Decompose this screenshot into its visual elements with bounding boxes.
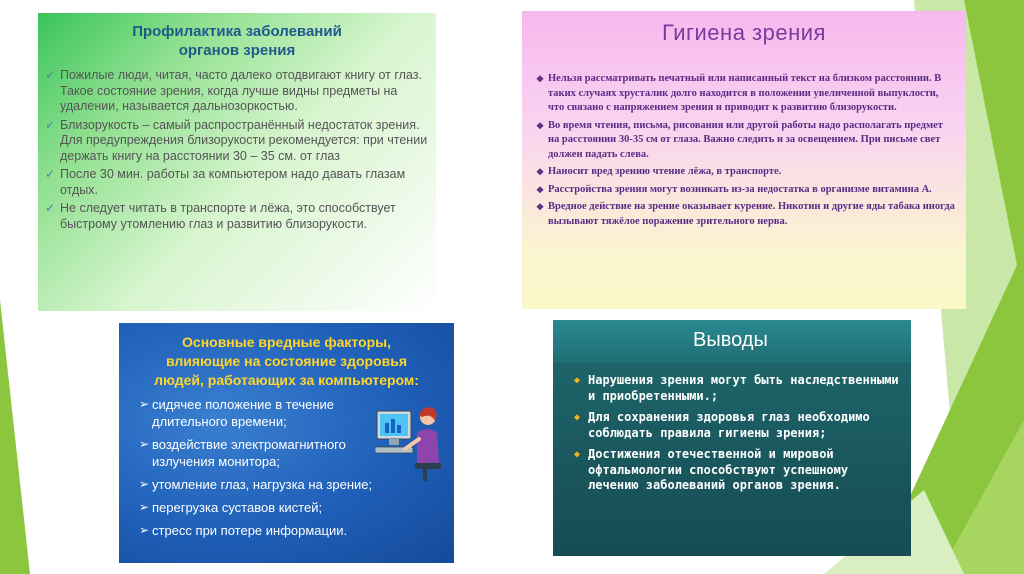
conclusions-list bbox=[553, 373, 911, 494]
list-item: ➢ утомление глаз, нагрузка на зрение; bbox=[139, 477, 373, 492]
arrow-bullet-icon: ➢ bbox=[139, 477, 150, 491]
list-item: ❖ Расстройства зрения могут возникать из-за недостатка в организме витамина А. bbox=[548, 183, 956, 198]
round-bullet-icon: ◆ bbox=[574, 449, 581, 460]
diamond-bullet-icon: ❖ bbox=[536, 184, 545, 195]
list-item: ➢ воздействие электромагнитного излучения монитора; bbox=[139, 437, 346, 469]
hygiene-panel bbox=[522, 11, 966, 309]
list-item: ◆ Нарушения зрения могут быть наследственными и приобретенными.; bbox=[574, 373, 899, 403]
list-item: ✓ Близорукость – самый распространённый недостаток зрения. Для предупреждения близорукости рекомендуется: при чтении держать книгу на расстоянии 30 – 35 см. от глаз bbox=[45, 117, 428, 163]
computer-worker-illustration bbox=[375, 403, 445, 483]
list-item: ➢ стресс при потере информации. bbox=[139, 523, 348, 538]
list-item: ❖ Во время чтения, письма, рисования или другой работы надо располагать предмет на расстоянии 30-35 см от глаза. Важно следить и за освещением. При письме свет должен падать слева. bbox=[536, 119, 943, 160]
round-bullet-icon: ◆ bbox=[574, 412, 581, 423]
conclusions-title-bar bbox=[553, 320, 911, 363]
conclusions-panel bbox=[553, 320, 911, 556]
arrow-bullet-icon: ➢ bbox=[139, 437, 150, 451]
diamond-bullet-icon: ❖ bbox=[536, 120, 545, 131]
checkmark-icon: ✓ bbox=[45, 117, 56, 132]
prophylaxis-panel bbox=[38, 13, 436, 311]
decorative-green-shape-left bbox=[0, 300, 60, 574]
list-item: ✓ Пожилые люди, читая, часто далеко отодвигают книгу от глаз. Такое состояние зрения, когда лучше видны предметы на удалении, называется дальнозоркостью. bbox=[45, 68, 422, 113]
harmful-factors-title: Основные вредные факторы, влияющие на состояние здоровья людей, работающих за компьютером: bbox=[154, 334, 419, 388]
prophylaxis-list bbox=[38, 68, 436, 232]
list-item: ◆ Достижения отечественной и мировой офтальмологии способствуют успешному лечению заболеваний органов зрения. bbox=[574, 447, 849, 492]
arrow-bullet-icon: ➢ bbox=[139, 523, 150, 537]
checkmark-icon: ✓ bbox=[45, 68, 56, 82]
list-item: ❖ Наносит вред зрению чтение лёжа, в транспорте. bbox=[548, 165, 956, 180]
list-item: ✓ После 30 мин. работы за компьютером надо давать глазам отдых. bbox=[45, 167, 406, 197]
arrow-bullet-icon: ➢ bbox=[139, 397, 150, 411]
list-item: ◆ Для сохранения здоровья глаз необходимо соблюдать правила гигиены зрения; bbox=[574, 410, 870, 440]
diamond-bullet-icon: ❖ bbox=[536, 74, 545, 84]
list-item: ❖ Нельзя рассматривать печатный или написанный текст на близком расстоянии. В таких случаях хрусталик долго находится в положении увеличенной выпуклости, что связано с напряжением зрения и приводит к развитию близорукости. bbox=[536, 73, 942, 113]
list-item: ➢ сидячее положение в течение длительного времени; bbox=[139, 397, 335, 429]
conclusions-title: Выводы bbox=[693, 329, 768, 351]
list-item: ❖ Вредное действие на зрение оказывает курение. Никотин и другие яды табака иногда вызывают тяжёлое поражение зрительного нерва. bbox=[536, 201, 955, 227]
diamond-bullet-icon: ❖ bbox=[536, 167, 545, 177]
hygiene-title: Гигиена зрения bbox=[662, 20, 826, 45]
diamond-bullet-icon: ❖ bbox=[536, 202, 545, 212]
list-item: ➢ перегрузка суставов кистей; bbox=[139, 500, 323, 515]
hygiene-list bbox=[522, 72, 966, 229]
checkmark-icon: ✓ bbox=[45, 167, 56, 181]
round-bullet-icon: ◆ bbox=[574, 375, 581, 386]
checkmark-icon: ✓ bbox=[45, 201, 56, 215]
list-item: ✓ Не следует читать в транспорте и лёжа, это способствует быстрому утомлению глаз и развитию близорукости. bbox=[45, 201, 396, 231]
prophylaxis-title: Профилактика заболеваний органов зрения bbox=[132, 23, 342, 59]
arrow-bullet-icon: ➢ bbox=[139, 500, 150, 514]
